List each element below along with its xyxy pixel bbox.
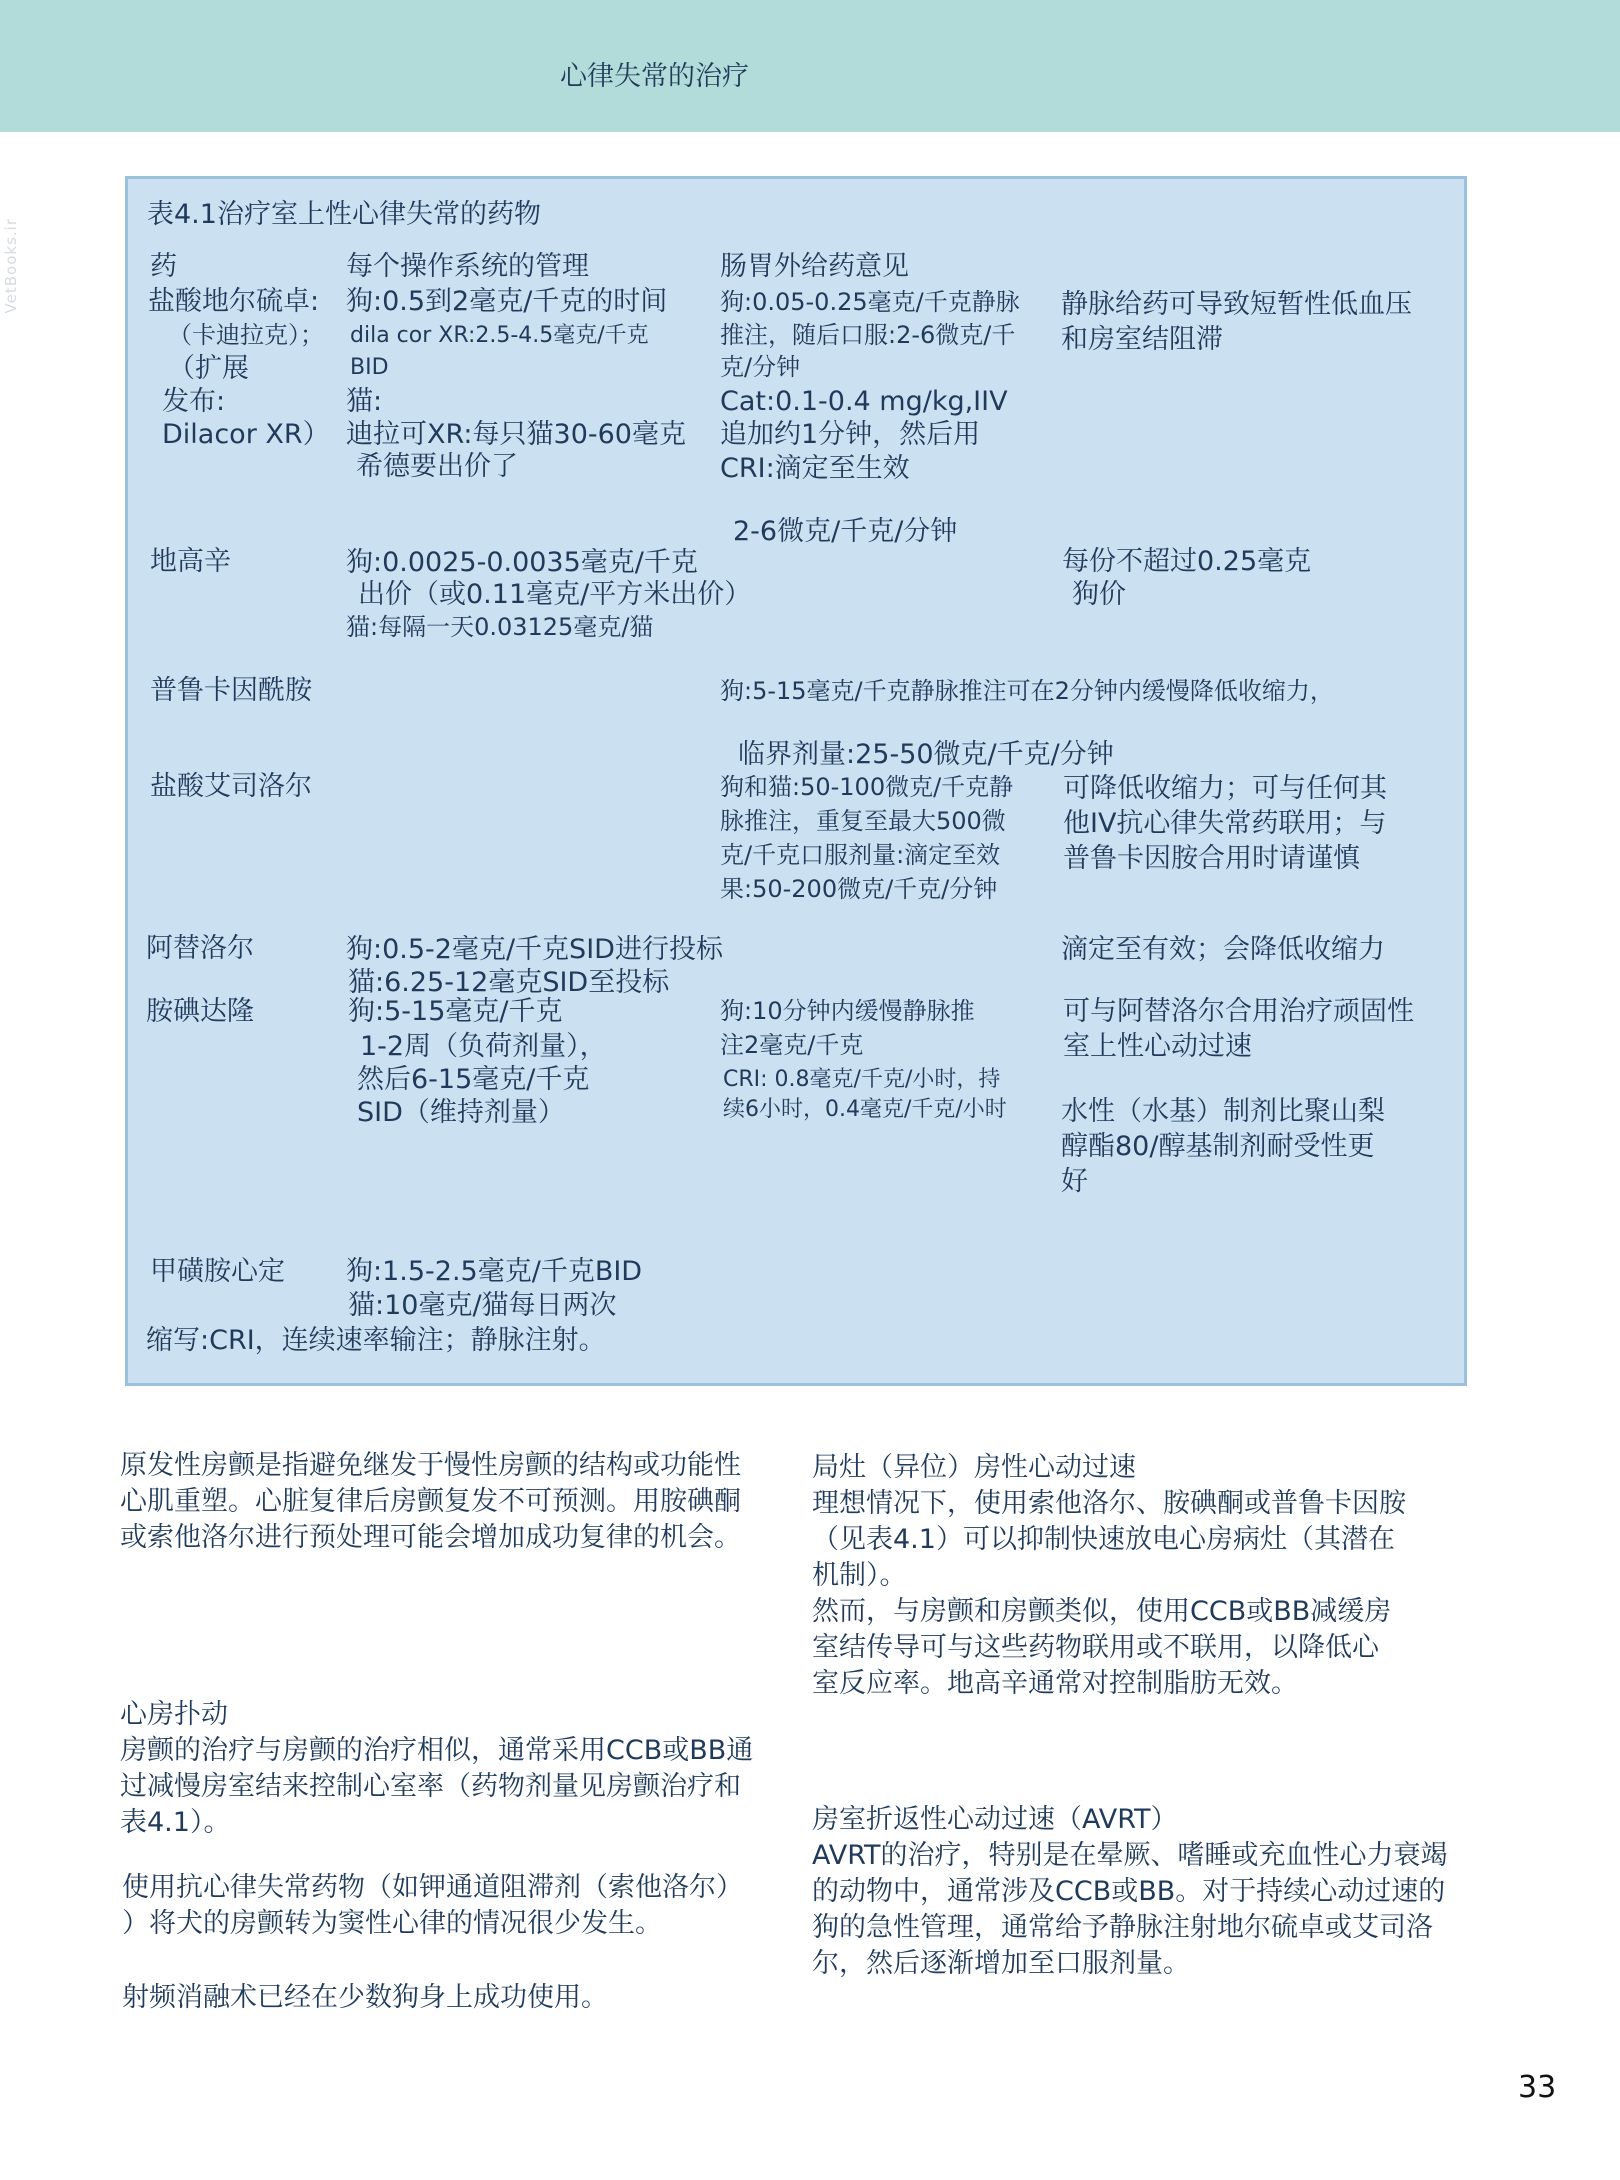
comment-text: 水性（水基）制剂比聚山梨 [1061, 1096, 1385, 1127]
text-line: 室结传导可与这些药物联用或不联用，以降低心 [812, 1632, 1379, 1663]
text-line: （见表4.1）可以抑制快速放电心房病灶（其潜在 [812, 1524, 1395, 1555]
oral-dose: 狗:0.5-2毫克/千克SID进行投标 [346, 934, 723, 965]
header-parenteral: 肠胃外给药意见 [720, 251, 909, 282]
drug-name: 盐酸地尔硫卓: [148, 286, 320, 317]
left-paragraph-2 [120, 1733, 753, 1841]
parenteral-dose: 推注，随后口服:2-6微克/千 [720, 321, 1016, 349]
right-paragraph-1 [812, 1486, 1406, 1702]
text-line: 房颤的治疗与房颤的治疗相似，通常采用CCB或BB通 [120, 1735, 754, 1766]
text-line: 过减慢房室结来控制心室率（药物剂量见房颤治疗和 [120, 1771, 741, 1802]
text-line: ）将犬的房颤转为窦性心律的情况很少发生。 [122, 1908, 662, 1939]
oral-dose: 猫:6.25-12毫克SID至投标 [348, 967, 670, 998]
parenteral-dose: 克/分钟 [720, 353, 801, 381]
parenteral-dose: 追加约1分钟，然后用 [720, 419, 981, 450]
drug-name: Dilacor XR） [162, 419, 330, 450]
text-line: 原发性房颤是指避免继发于慢性房颤的结构或功能性 [120, 1450, 741, 1481]
header-oral: 每个操作系统的管理 [346, 251, 589, 282]
parenteral-dose: 狗和猫:50-100微克/千克静 [720, 773, 1014, 801]
running-header-title: 心律失常的治疗 [560, 61, 749, 92]
comment-text: 他IV抗心律失常药联用；与 [1063, 808, 1387, 839]
comment-text: 滴定至有效；会降低收缩力 [1061, 934, 1385, 965]
parenteral-dose: 狗:0.05-0.25毫克/千克静脉 [720, 288, 1020, 316]
table-footnote: 缩写:CRI，连续速率输注；静脉注射。 [146, 1325, 606, 1356]
section-heading-avrt: 房室折返性心动过速（AVRT） [812, 1804, 1178, 1835]
text-line: 然而，与房颤和房颤类似，使用CCB或BB减缓房 [812, 1596, 1392, 1627]
drug-name: 阿替洛尔 [146, 933, 254, 964]
oral-dose: 出价（或0.11毫克/平方米出价） [358, 579, 752, 610]
oral-dose: 然后6-15毫克/千克 [357, 1064, 590, 1095]
oral-dose: 狗:0.0025-0.0035毫克/千克 [346, 547, 698, 578]
text-line: 的动物中，通常涉及CCB或BB。对于持续心动过速的 [812, 1876, 1446, 1907]
left-paragraph-3 [122, 1870, 743, 1942]
comment-text: 静脉给药可导致短暂性低血压 [1061, 289, 1412, 320]
comment-text: 普鲁卡因胺合用时请谨慎 [1063, 843, 1360, 874]
parenteral-dose: Cat:0.1-0.4 mg/kg,IIV [720, 386, 1008, 417]
drug-name: 地高辛 [150, 546, 231, 577]
section-heading-atrial-flutter: 心房扑动 [120, 1699, 228, 1730]
text-line: 狗的急性管理，通常给予静脉注射地尔硫卓或艾司洛 [812, 1912, 1433, 1943]
right-paragraph-2 [812, 1838, 1448, 1982]
text-line: 机制）。 [812, 1560, 907, 1591]
comment-text: 好 [1061, 1166, 1088, 1197]
comment-text: 每份不超过0.25毫克 [1062, 546, 1312, 577]
parenteral-dose: 克/千克口服剂量:滴定至效 [720, 841, 1001, 869]
parenteral-dose: 果:50-200微克/千克/分钟 [720, 875, 998, 903]
text-line: 理想情况下，使用索他洛尔、胺碘酮或普鲁卡因胺 [812, 1488, 1406, 1519]
comment-text: 可降低收缩力；可与任何其 [1063, 773, 1387, 804]
parenteral-dose: 注2毫克/千克 [720, 1031, 864, 1059]
page-number: 33 [1518, 2070, 1557, 2105]
table-title: 表4.1治疗室上性心律失常的药物 [147, 199, 541, 230]
oral-dose: 猫:10毫克/猫每日两次 [348, 1290, 617, 1321]
text-line: 室反应率。地高辛通常对控制脂肪无效。 [812, 1668, 1298, 1699]
text-line: 心肌重塑。心脏复律后房颤复发不可预测。用胺碘酮 [120, 1486, 741, 1517]
drug-name: 甲磺胺心定 [150, 1256, 285, 1287]
text-line: 使用抗心律失常药物（如钾通道阻滞剂（索他洛尔） [122, 1872, 743, 1903]
comment-text: 和房室结阻滞 [1061, 324, 1223, 355]
oral-dose: SID（维持剂量） [357, 1097, 565, 1128]
parenteral-dose: CRI:滴定至生效 [720, 453, 910, 484]
oral-dose: 迪拉可XR:每只猫30-60毫克 [346, 419, 686, 450]
drug-table [125, 176, 1467, 1386]
parenteral-dose: CRI: 0.8毫克/千克/小时，持 [723, 1067, 1001, 1092]
left-paragraph-1 [120, 1448, 741, 1556]
parenteral-dose: 2-6微克/千克/分钟 [733, 516, 958, 547]
oral-dose: dila cor XR:2.5-4.5毫克/千克 [350, 323, 649, 348]
text-line: 表4.1）。 [120, 1807, 231, 1838]
drug-name: 发布: [162, 386, 226, 417]
text-line: AVRT的治疗，特别是在晕厥、嗜睡或充血性心力衰竭 [812, 1840, 1448, 1871]
oral-dose: 狗:1.5-2.5毫克/千克BID [346, 1256, 643, 1287]
oral-dose: 狗:0.5到2毫克/千克的时间 [346, 286, 668, 317]
oral-dose: 猫: [346, 386, 383, 417]
drug-name: 盐酸艾司洛尔 [150, 771, 312, 802]
drug-name: （扩展 [168, 353, 249, 384]
header-drug: 药 [150, 251, 177, 282]
left-paragraph-4: 射频消融术已经在少数狗身上成功使用。 [122, 1982, 608, 2013]
section-heading-focal-at: 局灶（异位）房性心动过速 [812, 1452, 1136, 1483]
comment-text: 可与阿替洛尔合用治疗顽固性 [1063, 996, 1414, 1027]
parenteral-dose: 脉推注，重复至最大500微 [720, 807, 1006, 835]
parenteral-dose: 临界剂量:25-50微克/千克/分钟 [738, 739, 1114, 770]
comment-text: 室上性心动过速 [1063, 1031, 1252, 1062]
drug-name: 胺碘达隆 [146, 996, 254, 1027]
text-line: 尔，然后逐渐增加至口服剂量。 [812, 1948, 1190, 1979]
drug-name: 普鲁卡因酰胺 [150, 675, 312, 706]
oral-dose: 狗:5-15毫克/千克 [348, 996, 563, 1027]
drug-name: （卡迪拉克）； [168, 321, 324, 349]
comment-text: 醇酯80/醇基制剂耐受性更 [1061, 1131, 1375, 1162]
text-line: 或索他洛尔进行预处理可能会增加成功复律的机会。 [120, 1522, 741, 1553]
oral-dose: BID [350, 355, 389, 380]
header-band [0, 0, 1620, 132]
watermark-text: VetBooks.ir [2, 218, 20, 314]
parenteral-dose: 狗:10分钟内缓慢静脉推 [720, 997, 975, 1025]
comment-text: 狗价 [1072, 579, 1126, 610]
parenteral-dose: 狗:5-15毫克/千克静脉推注可在2分钟内缓慢降低收缩力， [720, 677, 1334, 705]
oral-dose: 希德要出价了 [356, 451, 518, 482]
oral-dose: 1-2周（负荷剂量）， [360, 1031, 607, 1062]
oral-dose: 猫:每隔一天0.03125毫克/猫 [346, 613, 654, 641]
parenteral-dose: 续6小时，0.4毫克/千克/小时 [723, 1097, 1007, 1122]
